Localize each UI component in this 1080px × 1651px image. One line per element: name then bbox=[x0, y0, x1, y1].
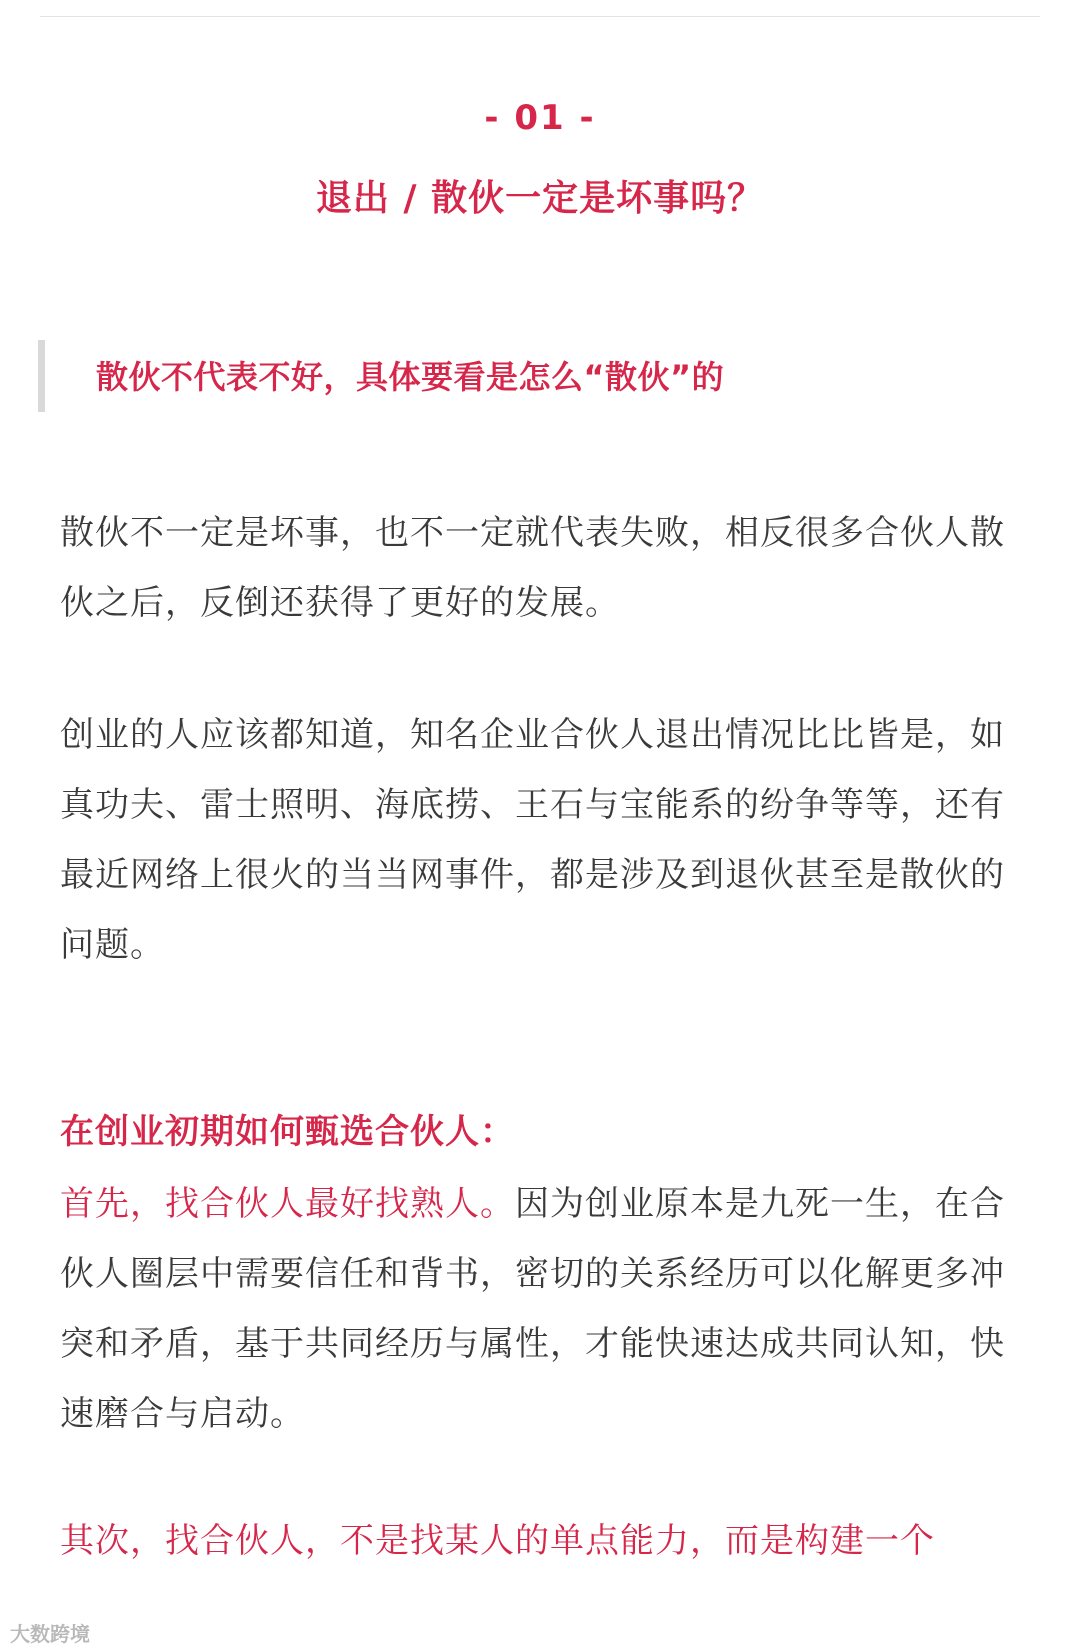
section-title: 退出 / 散伙一定是坏事吗？ bbox=[315, 178, 765, 219]
paragraph-3-highlight: 首先，找合伙人最好找熟人。 bbox=[60, 1184, 515, 1224]
watermark: 大数跨境 bbox=[10, 1622, 90, 1646]
paragraph-4-highlight: 其次，找合伙人，不是找某人的单点能力，而是构建一个 bbox=[60, 1521, 935, 1561]
section-number: - 01 - bbox=[484, 98, 596, 138]
paragraph-3 bbox=[60, 1169, 1022, 1449]
paragraph-1: 散伙不一定是坏事，也不一定就代表失败，相反很多合伙人散伙之后，反倒还获得了更好的发展。 bbox=[60, 513, 1005, 623]
top-divider bbox=[40, 16, 1040, 17]
paragraph-2: 创业的人应该都知道，知名企业合伙人退出情况比比皆是，如真功夫、雷士照明、海底捞、王石与宝能系的纷争等等，还有最近网络上很火的当当网事件，都是涉及到退伙甚至是散伙的问题。 bbox=[60, 715, 1005, 965]
subheading: 在创业初期如何甄选合伙人： bbox=[60, 1112, 515, 1152]
quote-bar bbox=[38, 340, 45, 412]
paragraph-3-text: 因为创业原本是九死一生，在合伙人圈层中需要信任和背书，密切的关系经历可以化解更多冲突和矛盾，基于共同经历与属性，才能快速达成共同认知，快速磨合与启动。 bbox=[60, 1184, 1005, 1434]
paragraph-4 bbox=[60, 1506, 1022, 1576]
quote-text: 散伙不代表不好，具体要看是怎么“散伙”的 bbox=[96, 358, 725, 396]
blockquote bbox=[38, 340, 998, 412]
